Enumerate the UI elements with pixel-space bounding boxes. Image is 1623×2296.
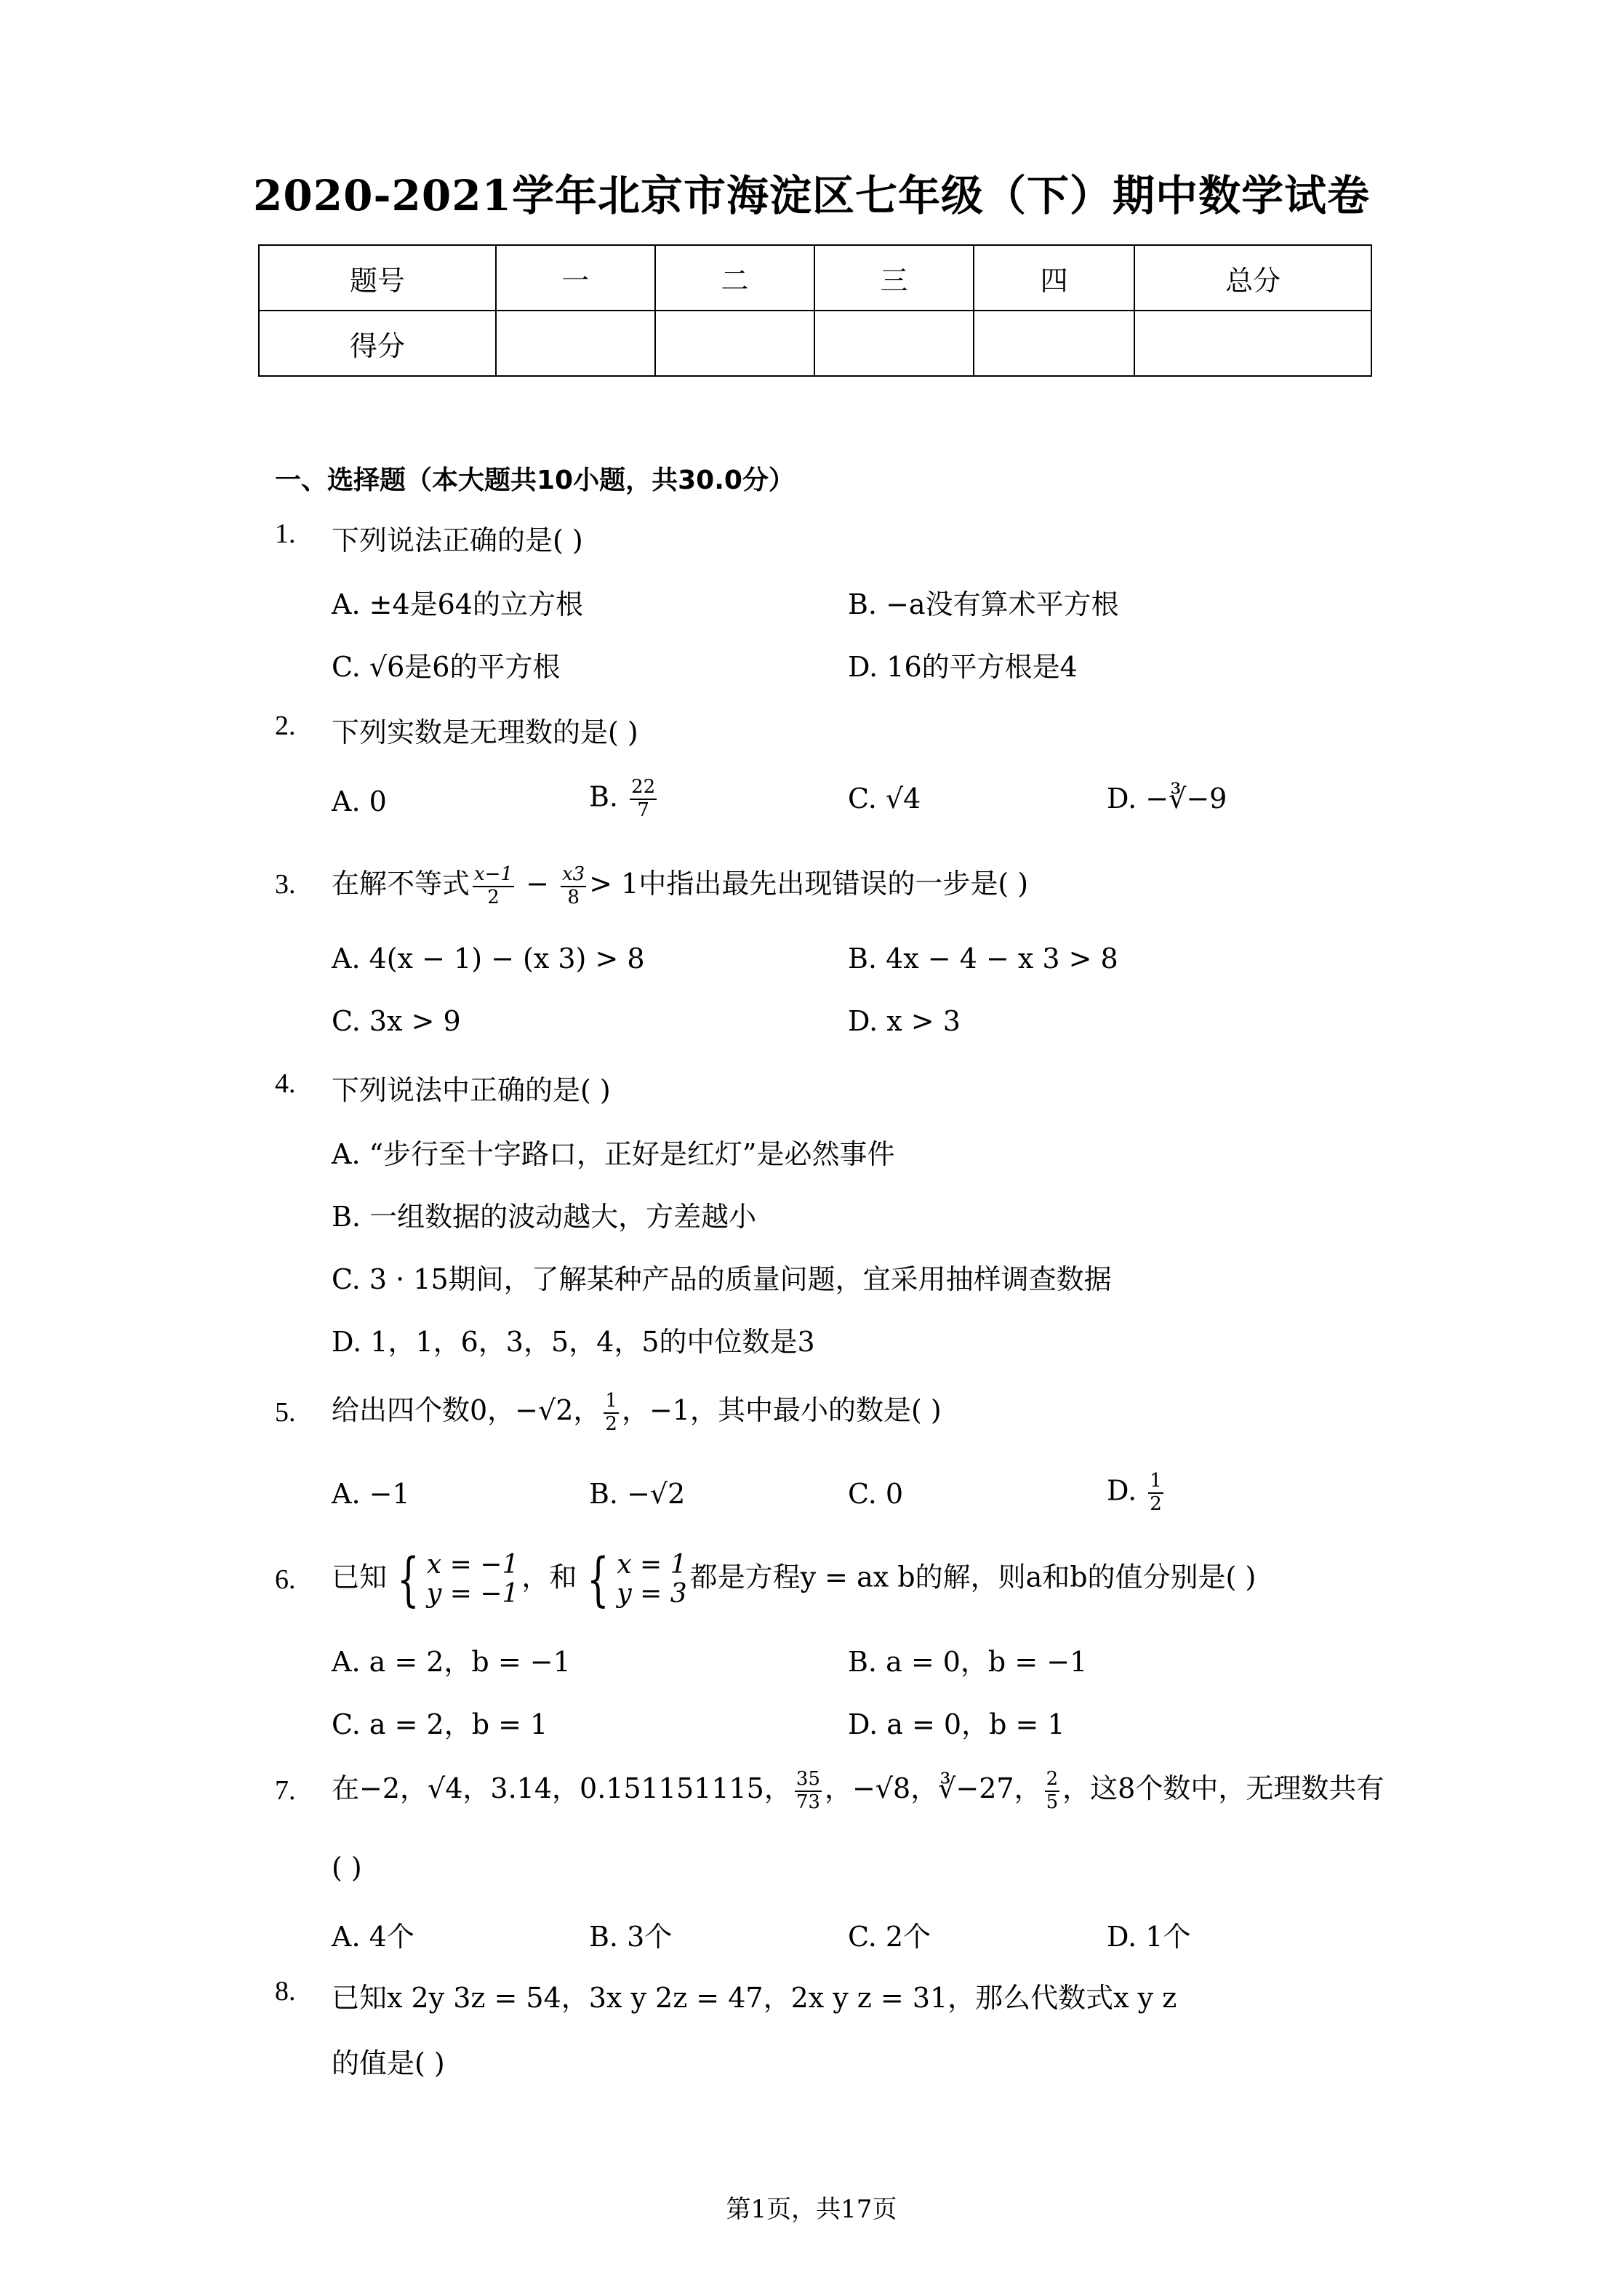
question-text-pre: 已知 (332, 1561, 388, 1593)
question-number: 1. (275, 519, 296, 549)
score-table-score-row (259, 311, 1371, 376)
option-a: A. 4(x − 1) − (x 3) > 8 (332, 943, 645, 975)
question-text (332, 1545, 1257, 1613)
option-a: A. 4个 (332, 1921, 414, 1953)
option-c: C. 2个 (848, 1921, 931, 1953)
fraction (1045, 1769, 1060, 1814)
fraction-denominator: 5 (1046, 1791, 1059, 1813)
score-header-cell: 一 (496, 245, 655, 311)
question-text-line2: ( ) (332, 1852, 362, 1884)
option-d: D. 1，1，6，3，5，4，5的中位数是3 (332, 1326, 815, 1358)
score-table-header-row (259, 245, 1371, 311)
option-b: B. −a没有算术平方根 (848, 588, 1119, 620)
fraction (1148, 1471, 1163, 1516)
fraction-numerator: 1 (1148, 1471, 1163, 1494)
equation-system (580, 1545, 687, 1613)
score-header-cell: 四 (974, 245, 1134, 311)
score-cell[interactable] (655, 311, 814, 376)
question-text-post: > 1中指出最先出现错误的一步是( ) (589, 868, 1029, 900)
question-text-line2: 的值是( ) (332, 2047, 445, 2079)
fraction (561, 864, 586, 909)
option-a: A. 0 (332, 785, 387, 817)
section-heading: 一、选择题（本大题共10小题，共30.0分） (275, 465, 795, 495)
option-b-label: B. (589, 780, 619, 813)
score-cell[interactable] (496, 311, 655, 376)
score-header-cell: 题号 (259, 245, 496, 311)
option-d: D. 1个 (1107, 1921, 1191, 1953)
question-text-pre: 给出四个数0，−√2， (332, 1394, 601, 1426)
option-a: A. −1 (332, 1478, 410, 1510)
question-number: 6. (275, 1564, 296, 1595)
option-c: C. 0 (848, 1478, 904, 1510)
equation-lines (427, 1551, 518, 1608)
page-footer: 第1页，共17页 (726, 2195, 897, 2224)
option-b: B. 一组数据的波动越大，方差越小 (332, 1201, 757, 1233)
option-b: B. −√2 (589, 1478, 686, 1510)
fraction (604, 1391, 619, 1436)
option-b: B. a = 0，b = −1 (848, 1646, 1088, 1678)
question-number: 7. (275, 1775, 296, 1806)
score-cell[interactable] (814, 311, 974, 376)
option-a: A. ±4是64的立方根 (332, 588, 583, 620)
option-d: D. a = 0，b = 1 (848, 1708, 1065, 1740)
equation-lines (617, 1551, 686, 1608)
equation-line: x = −1 (426, 1550, 519, 1580)
option-b (589, 777, 660, 822)
question-text: 下列实数是无理数的是( ) (332, 716, 638, 748)
question-text (332, 1766, 1384, 1813)
fraction (473, 864, 514, 909)
score-header-cell: 总分 (1134, 245, 1371, 311)
option-b: B. 3个 (589, 1921, 673, 1953)
equation-line: x = 1 (617, 1550, 687, 1580)
question-number: 5. (275, 1397, 296, 1428)
fraction (795, 1769, 822, 1814)
score-cell[interactable] (1134, 311, 1371, 376)
question-text: 下列说法正确的是( ) (332, 524, 583, 556)
question-text-pre: 在−2，√4，3.14，0.151151115， (332, 1772, 792, 1804)
score-cell[interactable] (974, 311, 1134, 376)
option-d: D. x > 3 (848, 1005, 961, 1037)
option-a: A. “步行至十字路口，正好是红灯”是必然事件 (332, 1138, 895, 1170)
option-a: A. a = 2，b = −1 (332, 1646, 571, 1678)
question-number: 8. (275, 1976, 296, 2007)
question-text-post: 都是方程y = ax b的解，则a和b的值分别是( ) (689, 1561, 1257, 1593)
option-b: B. 4x − 4 − x 3 > 8 (848, 943, 1118, 975)
fraction-denominator: 2 (605, 1412, 617, 1435)
option-c: C. a = 2，b = 1 (332, 1708, 548, 1740)
fraction-denominator: 7 (637, 799, 649, 821)
option-c: C. 3x > 9 (332, 1005, 461, 1037)
question-number: 4. (275, 1068, 296, 1099)
score-row-label: 得分 (259, 311, 496, 376)
fraction (630, 777, 657, 822)
question-text-mid: ，−√8，∛−27， (824, 1772, 1042, 1804)
fraction-denominator: 8 (567, 886, 580, 908)
question-text: 在解不等式 $\frac{x-1}{2}$ − $\frac{x3}{8}$ > 1中指出最先出现错误的一步是( ) (332, 863, 1029, 908)
fraction-denominator: 2 (1150, 1492, 1162, 1515)
question-text-mid: ，和 (521, 1561, 577, 1593)
question-text (332, 1388, 942, 1435)
fraction-numerator: x−1 (473, 864, 514, 887)
option-d-label: D. (1107, 1474, 1137, 1507)
question-number: 2. (275, 711, 296, 741)
option-c: C. √6是6的平方根 (332, 651, 561, 683)
option-c: C. 3 · 15期间，了解某种产品的质量问题，宜采用抽样调查数据 (332, 1263, 1112, 1295)
question-text-post: ，这8个数中，无理数共有 (1062, 1772, 1384, 1804)
fraction-denominator: 73 (796, 1791, 820, 1813)
brace-symbol: { (587, 1545, 610, 1613)
brace-symbol: { (397, 1545, 420, 1613)
page-title: 2020-2021学年北京市海淀区七年级（下）期中数学试卷 (253, 171, 1370, 220)
equation-line: y = 3 (617, 1579, 687, 1609)
question-text-post: ，−1，其中最小的数是( ) (621, 1394, 942, 1426)
question-text: 下列说法中正确的是( ) (332, 1074, 611, 1106)
equation-system (390, 1545, 519, 1613)
fraction-denominator: 2 (487, 886, 500, 908)
option-c: C. √4 (848, 783, 921, 815)
option-d: D. 16的平方根是4 (848, 651, 1078, 683)
score-header-cell: 三 (814, 245, 974, 311)
score-header-cell: 二 (655, 245, 814, 311)
option-d: D. −∛−9 (1107, 783, 1227, 815)
question-text-pre: 在解不等式 (332, 868, 470, 900)
fraction-numerator: 22 (630, 777, 657, 800)
equation-line: y = −1 (426, 1579, 519, 1609)
fraction-numerator: 35 (795, 1769, 822, 1792)
fraction-numerator: 1 (604, 1391, 619, 1414)
fraction-numerator: 2 (1045, 1769, 1060, 1792)
question-number: 3. (275, 869, 296, 900)
fraction-numerator: x3 (561, 864, 586, 887)
option-d (1107, 1471, 1166, 1516)
score-table (258, 244, 1372, 377)
question-text: 已知x 2y 3z = 54，3x y 2z = 47，2x y z = 31，那么代数式x y z (332, 1982, 1177, 2014)
